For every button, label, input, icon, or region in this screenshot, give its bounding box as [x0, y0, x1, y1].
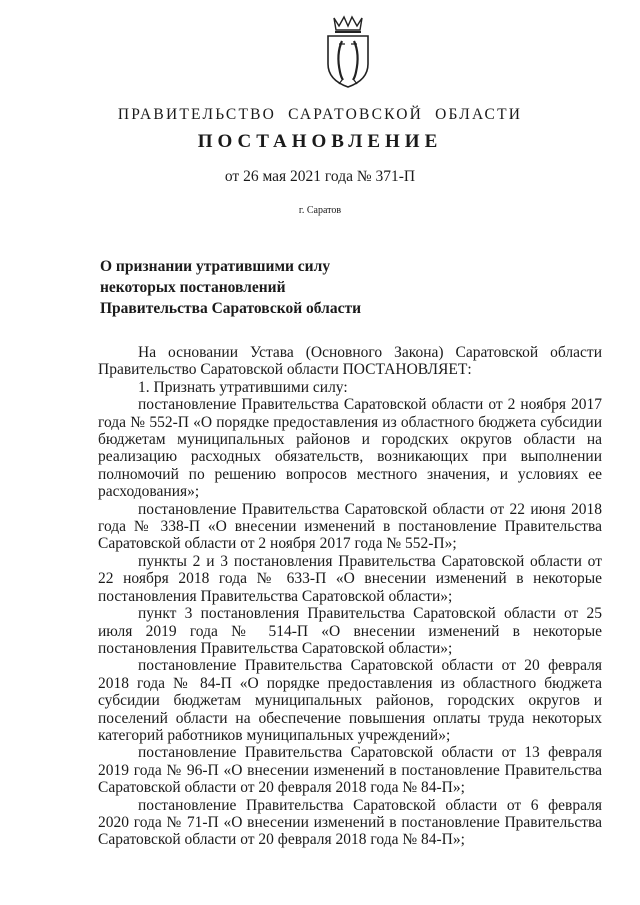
document-date-number: от 26 мая 2021 года № 371-П [224, 168, 416, 185]
document-city: г. Саратов [298, 205, 342, 216]
body-paragraph: постановление Правительства Саратовской области от 22 июня 2018 года № 338-П «О внесении изменений в постановление Правительства Саратовской области от 2 ноября 2017 года № 552-П»; [98, 500, 602, 553]
body-paragraph: пункты 2 и 3 постановления Правительства Саратовской области от 22 ноября 2018 года № 633-П «О внесении изменений в некоторые постановления Правительства Саратовской области»; [98, 552, 602, 605]
body-paragraph: На основании Устава (Основного Закона) Саратовской области Правительство Саратовской области ПОСТАНОВЛЯЕТ: [98, 344, 602, 379]
body-paragraph: постановление Правительства Саратовской области от 20 февраля 2018 года № 84-П «О порядке предоставления из областного бюджета субсидии бюджетам муниципальных районов, городских округов и поселений области на обеспечение повышения оплаты труда некоторых категорий работников муниципальных учреждений»; [98, 657, 602, 744]
body-paragraph: 1. Признать утратившими силу: [138, 378, 348, 396]
coat-of-arms-icon [322, 14, 374, 90]
body-paragraph: постановление Правительства Саратовской области от 13 февраля 2019 года № 96-П «О внесении изменений в постановление Правительства Саратовской области от 20 февраля 2018 года № 84-П»; [98, 744, 602, 797]
body-paragraph: постановление Правительства Саратовской области от 6 февраля 2020 года № 71-П «О внесении изменений в постановление Правительства Саратовской области от 20 февраля 2018 года № 84-П»; [98, 796, 602, 849]
subject-line: Правительства Саратовской области [100, 300, 361, 317]
government-name: ПРАВИТЕЛЬСТВО САРАТОВСКОЙ ОБЛАСТИ [117, 106, 523, 123]
subject-line: некоторых постановлений [100, 279, 286, 296]
document-type: ПОСТАНОВЛЕНИЕ [197, 131, 443, 152]
body-paragraph: пункт 3 постановления Правительства Саратовской области от 25 июля 2019 года № 514-П «О внесении изменений в некоторые постановления Правительства Саратовской области»; [98, 605, 602, 657]
subject-line: О признании утратившими силу [100, 258, 331, 275]
document-subject [100, 256, 440, 319]
document-body [98, 344, 602, 849]
body-paragraph: постановление Правительства Саратовской области от 2 ноября 2017 года № 552-П «О порядке предоставления из областного бюджета субсидии бюджетам муниципальных районов и городских округов области на реализацию расходных обязательств, возникающих при выполнении полномочий по решению вопросов местного значения, и условиях ее расходования»; [98, 396, 602, 501]
